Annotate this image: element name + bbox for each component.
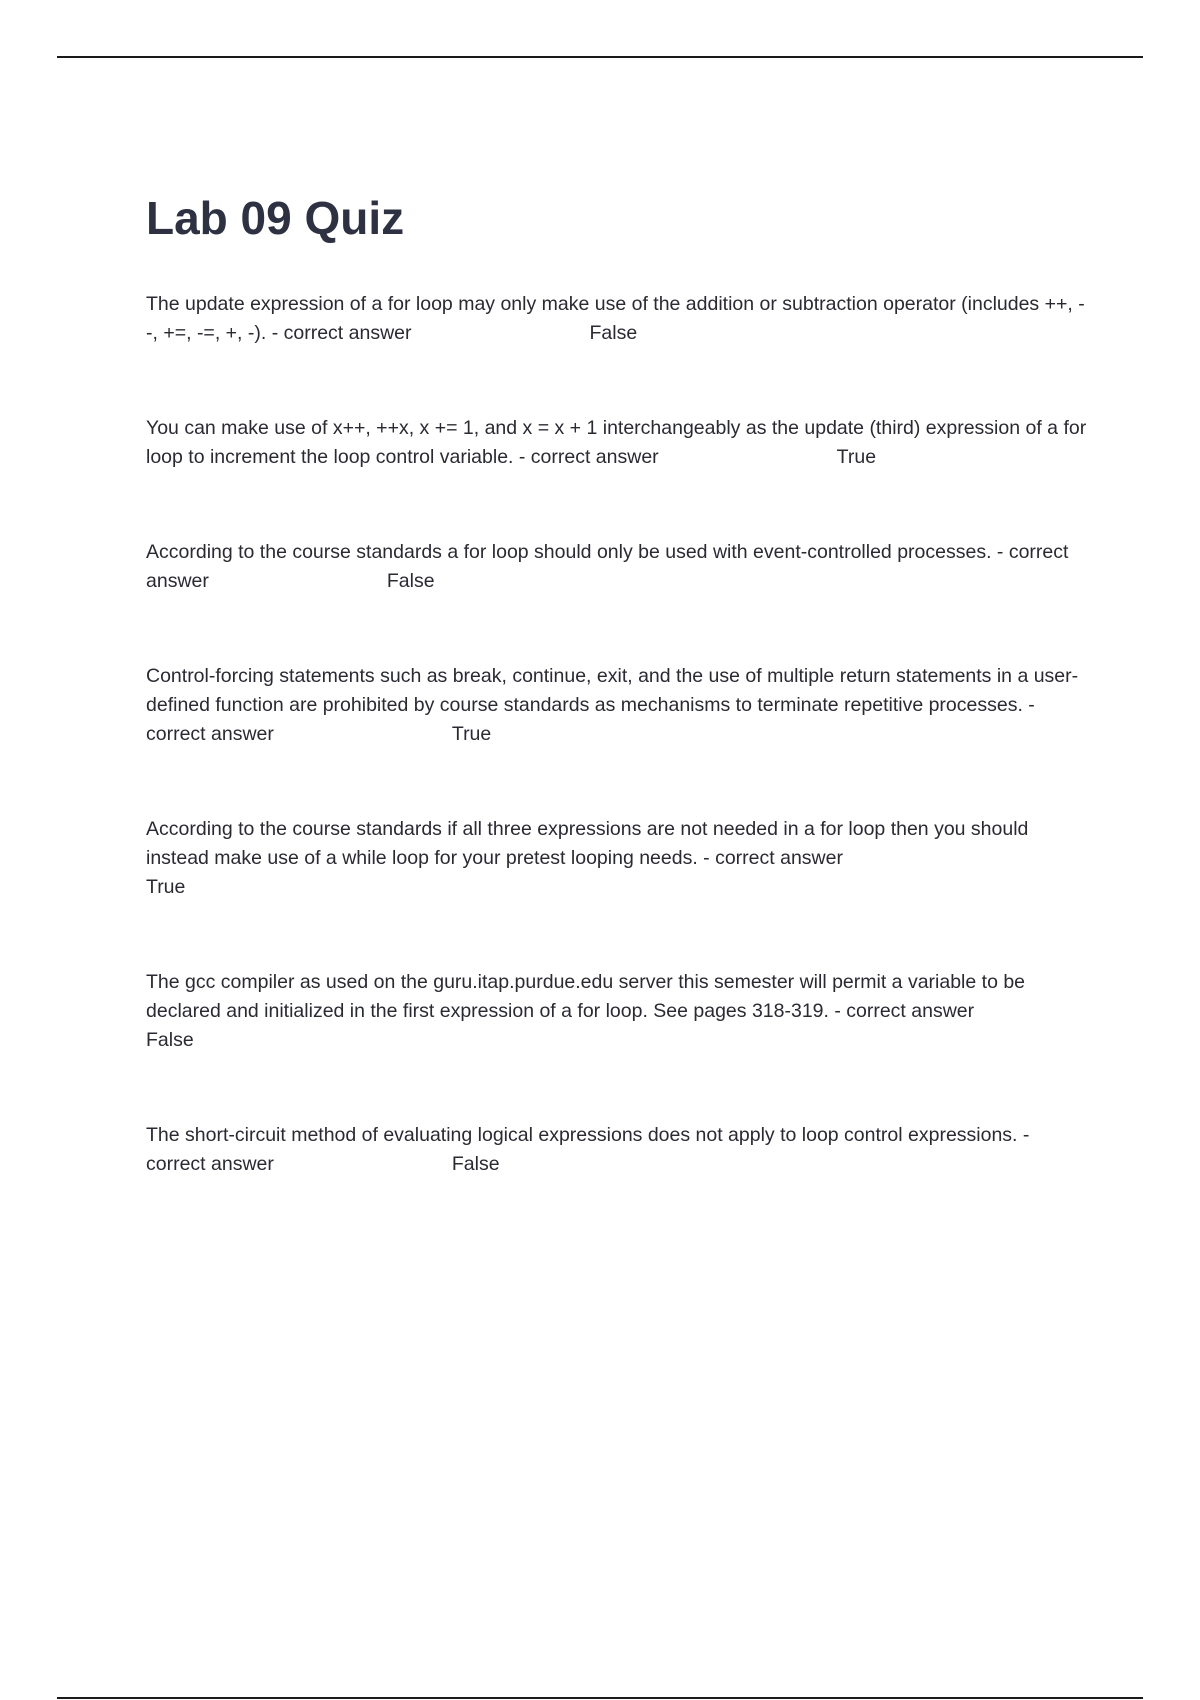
answer-text: False (146, 1029, 194, 1051)
document-body (146, 190, 1092, 1245)
answer-text: True (451, 723, 492, 745)
qa-item-6 (146, 968, 1092, 1055)
question-text: The gcc compiler as used on the guru.itap.purdue.edu server this semester will permit a variable to be declared and initialized in the first expression of a for loop. See pages 318-319. - correct answer (146, 971, 1026, 1022)
question-text: You can make use of x++, ++x, x += 1, and x = x + 1 interchangeably as the update (third) expression of a for loop to increment the loop control variable. - correct answer (146, 417, 1087, 468)
answer-text: True (146, 876, 186, 898)
bottom-rule (57, 1697, 1143, 1699)
qa-item-5 (146, 815, 1092, 902)
top-rule (57, 56, 1143, 58)
qa-item-4 (146, 662, 1092, 749)
answer-text: False (451, 1153, 500, 1175)
page-title: Lab 09 Quiz (146, 192, 405, 244)
question-text: The short-circuit method of evaluating logical expressions does not apply to loop control expressions. - correct answer (146, 1124, 1030, 1175)
question-text: Control-forcing statements such as break, continue, exit, and the use of multiple return statements in a user-defined function are prohibited by course standards as mechanisms to terminate repetitive processes. - correct answer (146, 665, 1079, 745)
qa-item-2 (146, 414, 1092, 472)
qa-item-7 (146, 1121, 1092, 1179)
qa-item-1 (146, 290, 1092, 348)
answer-text: False (589, 322, 638, 344)
answer-text: True (836, 446, 877, 468)
question-text: According to the course standards a for loop should only be used with event-controlled processes. - correct answer (146, 541, 1069, 592)
qa-item-3 (146, 538, 1092, 596)
question-text: The update expression of a for loop may only make use of the addition or subtraction operator (includes ++, --, +=, -=, +, -). - correct answer (146, 293, 1085, 344)
answer-text: False (386, 570, 435, 592)
question-text: According to the course standards if all three expressions are not needed in a for loop then you should instead make use of a while loop for your pretest looping needs. - correct answer (146, 818, 1029, 869)
